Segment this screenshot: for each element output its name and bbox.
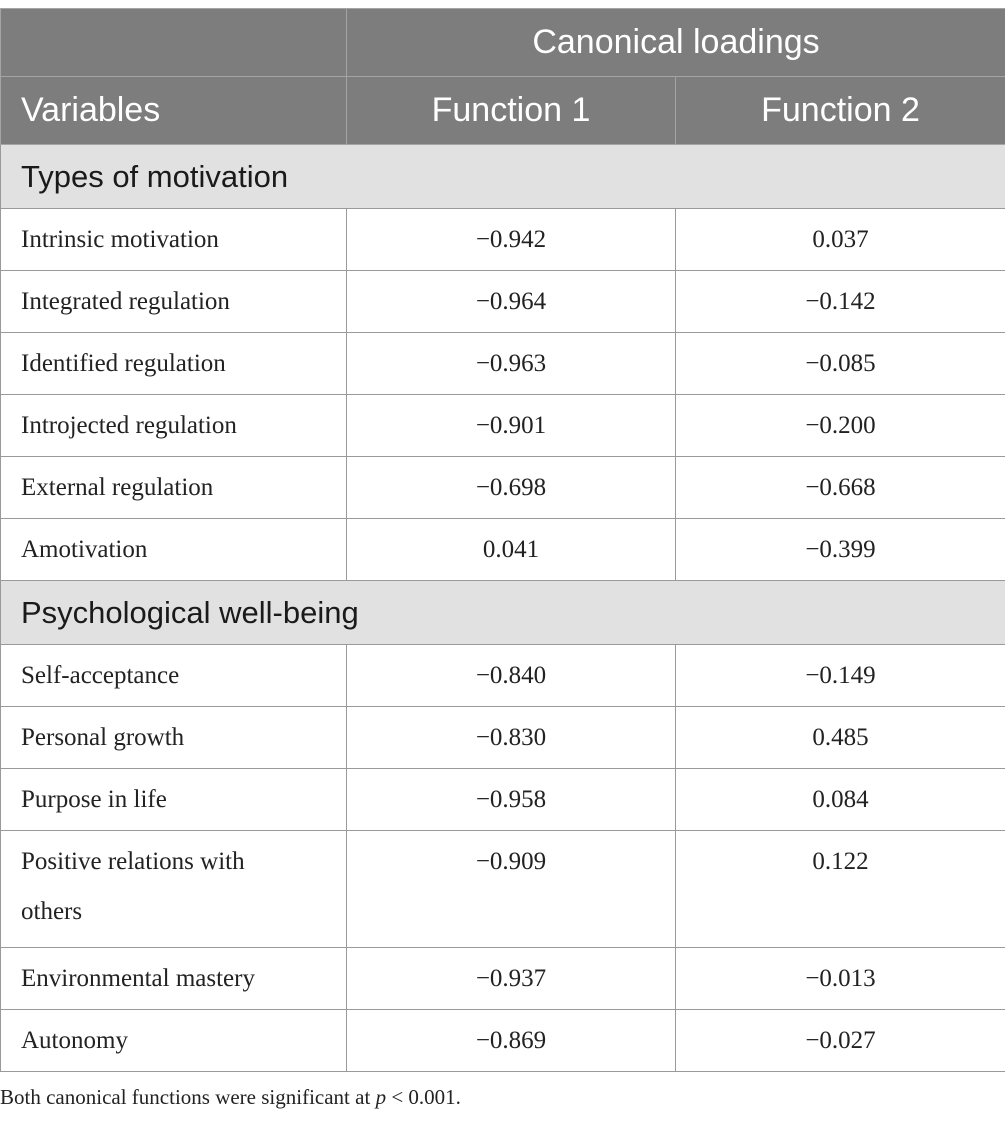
- function-2-cell: 0.084: [676, 769, 1005, 831]
- function-1-cell: −0.840: [347, 645, 676, 707]
- table-row: [1, 707, 1005, 769]
- variable-cell: Self-acceptance: [1, 645, 347, 707]
- variable-cell: Integrated regulation: [1, 271, 347, 333]
- function-2-cell: −0.142: [676, 271, 1005, 333]
- function-2-cell: 0.037: [676, 209, 1005, 271]
- section-title-well-being: Psychological well-being: [1, 581, 1005, 645]
- table-row: [1, 457, 1005, 519]
- function-2-cell: 0.485: [676, 707, 1005, 769]
- function-2-cell: −0.013: [676, 948, 1005, 1010]
- variable-cell: Introjected regulation: [1, 395, 347, 457]
- function-2-cell: −0.085: [676, 333, 1005, 395]
- function-1-cell: −0.964: [347, 271, 676, 333]
- variable-cell: Identified regulation: [1, 333, 347, 395]
- table-row: [1, 519, 1005, 581]
- footnote-p-symbol: p: [375, 1085, 387, 1109]
- header-function-2: Function 2: [676, 77, 1005, 145]
- table-row: [1, 395, 1005, 457]
- table-row: [1, 831, 1005, 948]
- table-footnote: [0, 1085, 461, 1110]
- function-1-cell: −0.901: [347, 395, 676, 457]
- function-1-cell: −0.698: [347, 457, 676, 519]
- header-function-1: Function 1: [347, 77, 676, 145]
- variable-cell: Environmental mastery: [1, 948, 347, 1010]
- function-1-cell: −0.958: [347, 769, 676, 831]
- function-1-cell: −0.937: [347, 948, 676, 1010]
- variable-cell: Autonomy: [1, 1010, 347, 1072]
- function-2-cell: −0.399: [676, 519, 1005, 581]
- function-1-cell: −0.942: [347, 209, 676, 271]
- function-2-cell: −0.149: [676, 645, 1005, 707]
- footnote-prefix: Both canonical functions were significant at: [0, 1085, 376, 1109]
- function-1-cell: 0.041: [347, 519, 676, 581]
- table-row: [1, 948, 1005, 1010]
- variable-cell: Personal growth: [1, 707, 347, 769]
- function-1-cell: −0.869: [347, 1010, 676, 1072]
- function-1-cell: −0.963: [347, 333, 676, 395]
- function-1-cell: −0.830: [347, 707, 676, 769]
- variable-cell: Intrinsic motivation: [1, 209, 347, 271]
- function-2-cell: −0.668: [676, 457, 1005, 519]
- canonical-loadings-table: [0, 8, 1005, 1072]
- variable-cell: Amotivation: [1, 519, 347, 581]
- header-canonical-loadings: Canonical loadings: [347, 9, 1005, 77]
- header-empty-cell: [1, 9, 347, 77]
- table-row: [1, 769, 1005, 831]
- footnote-suffix: < 0.001.: [386, 1085, 461, 1109]
- table-row: [1, 645, 1005, 707]
- header-row-columns: [1, 77, 1005, 145]
- section-title-motivation: Types of motivation: [1, 145, 1005, 209]
- variable-cell: Purpose in life: [1, 769, 347, 831]
- variable-cell: External regulation: [1, 457, 347, 519]
- header-variables: Variables: [1, 77, 347, 145]
- section-row: [1, 581, 1005, 645]
- function-2-cell: 0.122: [676, 831, 1005, 948]
- header-row-group: [1, 9, 1005, 77]
- variable-cell: Positive relations with others: [1, 831, 347, 948]
- table-row: [1, 333, 1005, 395]
- table-row: [1, 209, 1005, 271]
- function-1-cell: −0.909: [347, 831, 676, 948]
- table-row: [1, 1010, 1005, 1072]
- function-2-cell: −0.027: [676, 1010, 1005, 1072]
- table-row: [1, 271, 1005, 333]
- function-2-cell: −0.200: [676, 395, 1005, 457]
- section-row: [1, 145, 1005, 209]
